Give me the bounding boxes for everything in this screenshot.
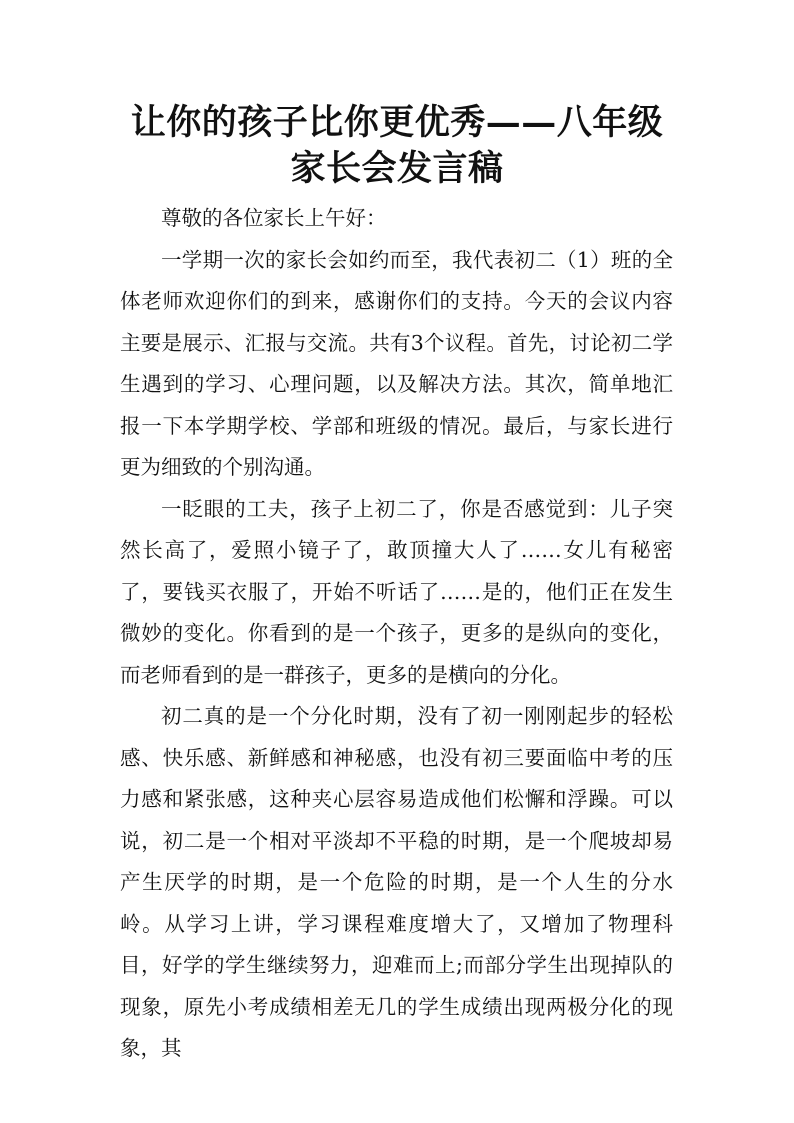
document-body [120,198,673,1070]
greeting-paragraph: 尊敬的各位家长上午好： [161,206,387,230]
document-title: 让你的孩子比你更优秀——八年级家长会发言稿 [130,102,664,189]
body-paragraph: 一学期一次的家长会如约而至，我代表初二（1）班的全体老师欢迎你们的到来，感谢你们的支持。今天的会议内容主要是展示、汇报与交流。共有3个议程。首先，讨论初二学生遇到的学习、心理问题，以及解决方法。其次，简单地汇报一下本学期学校、学部和班级的情况。最后，与家长进行更为细致的个别沟通。 [120,247,673,479]
body-paragraph: 一眨眼的工夫，孩子上初二了，你是否感觉到：儿子突然长高了，爱照小镜子了，敢顶撞大人了……女儿有秘密了，要钱买衣服了，开始不听话了……是的，他们正在发生微妙的变化。你看到的是一个孩子，更多的是纵向的变化，而老师看到的是一群孩子，更多的是横向的分化。 [120,496,673,687]
body-paragraph: 初二真的是一个分化时期，没有了初一刚刚起步的轻松感、快乐感、新鲜感和神秘感，也没有初三要面临中考的压力感和紧张感，这种夹心层容易造成他们松懈和浮躁。可以说，初二是一个相对平淡却不平稳的时期，是一个爬坡却易产生厌学的时期，是一个危险的时期，是一个人生的分水岭。从学习上讲，学习课程难度增大了，又增加了物理科目，好学的学生继续努力，迎难而上;而部分学生出现掉队的现象，原先小考成绩相差无几的学生成绩出现两极分化的现象，其 [120,704,673,1060]
